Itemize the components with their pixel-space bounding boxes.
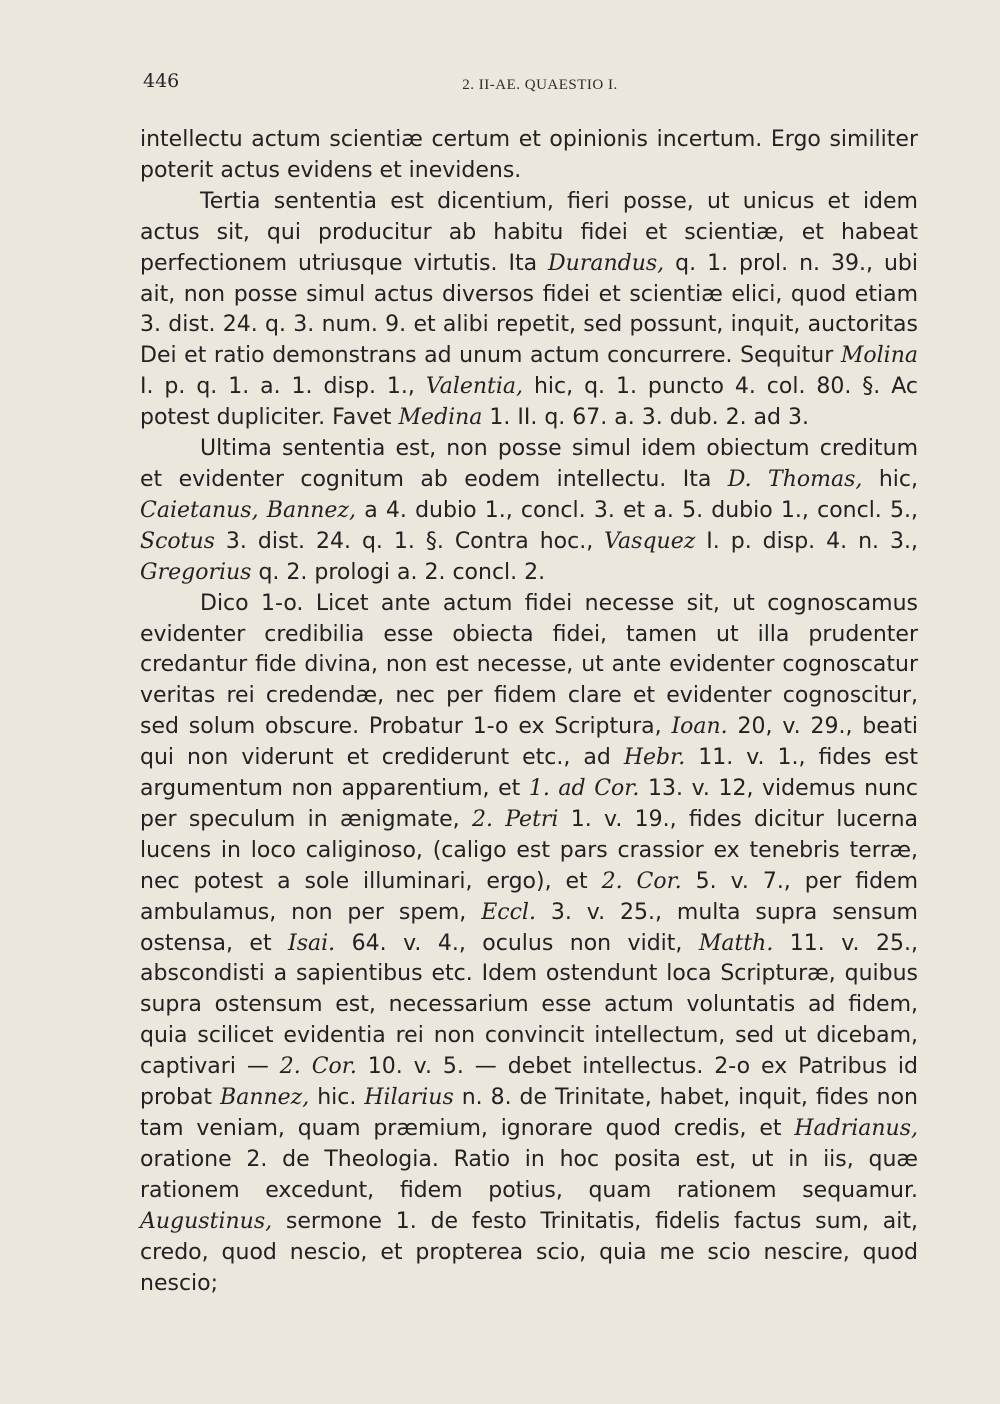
citation-italic: Ioan. — [671, 714, 728, 740]
citation-italic: Durandus, — [548, 250, 665, 276]
citation-italic: Vasquez — [604, 528, 696, 554]
text-run: n. 8. de Trinitate, habet, inquit, fides non tam veniam, quam præmium, ignorare quod credis, et — [140, 1085, 918, 1141]
text-run: 11. v. 25., abscondisti a sapientibus etc. Idem ostendunt loca Scripturæ, quibus supra ostensum est, necessarium esse actum voluntatis ad fidem, quia scilicet evidentia rei non convincit intellectum, sed ut dicebam, captivari — — [140, 930, 918, 1080]
paragraph — [140, 187, 918, 434]
text-run: 13. v. 12, videmus nunc per speculum in ænigmate, — [140, 776, 919, 832]
text-run: a 4. dubio 1., concl. 3. et a. 5. dubio 1., concl. 5., — [356, 497, 918, 523]
text-run: Dico 1-o. Licet ante actum fidei necesse sit, ut cognoscamus evidenter credibilia esse obiecta fidei, tamen ut illa prudenter credantur fide divina, non est necesse, ut ante evidenter cognoscatur veritas rei credendæ, nec per fidem clare et evidenter cognoscitur, sed solum obscure. Probatur 1-o ex Scriptura, — [140, 590, 918, 740]
citation-italic: 2. Cor. — [279, 1054, 357, 1080]
citation-italic: Caietanus, Bannez, — [140, 497, 357, 523]
citation-italic: Gregorius — [140, 559, 252, 585]
citation-italic: Hadrianus, — [794, 1116, 918, 1141]
citation-italic: Molina — [840, 343, 918, 369]
text-run: 3. v. 25., multa supra sensum ostensa, et — [140, 899, 918, 956]
citation-italic: Medina — [398, 405, 483, 431]
running-head: 2. II-AE. QUAESTIO I. — [462, 77, 618, 93]
citation-italic: Scotus — [140, 528, 215, 554]
citation-italic: Valentia, — [425, 374, 524, 400]
text-run: hic. — [309, 1085, 365, 1111]
citation-italic: D. Thomas, — [727, 466, 863, 492]
citation-italic: 2. Petri — [471, 806, 559, 832]
text-run: intellectu actum scientiæ certum et opinionis incertum. Ergo similiter poterit actus evidens et inevidens. — [140, 127, 918, 183]
text-run: Tertia sententia est dicentium, fieri posse, ut unicus et idem actus sit, qui producitur ab habitu fidei et scientiæ, et habeat perfectionem utriusque virtutis. Ita — [140, 188, 918, 276]
citation-italic: Bannez, — [220, 1085, 310, 1111]
citation-italic: 2. Cor. — [601, 868, 682, 894]
paragraph — [140, 589, 918, 1300]
text-run: 1. v. 19., fides dicitur lucerna lucens in loco caliginoso, (caligo est pars crassior ex tenebris terræ, nec potest a sole illuminari, ergo), et — [140, 806, 918, 894]
citation-italic: Eccl. — [481, 899, 536, 925]
citation-italic: Matth. — [698, 930, 774, 956]
text-run: 11. v. 1., fides est argumentum non apparentium, et — [140, 745, 918, 802]
text-run: I. p. disp. 4. n. 3., — [695, 528, 918, 554]
page-header — [0, 70, 1000, 100]
text-run: q. 1. prol. n. 39., ubi ait, non posse simul actus diversos fidei et scientiæ elici, quod etiam 3. dist. 24. q. 3. num. 9. et alibi repetit, sed possunt, inquit, auctoritas Dei et ratio demonstrans ad unum actum concurrere. Sequitur — [140, 250, 918, 369]
text-run: oratione 2. de Theologia. Ratio in hoc posita est, ut in iis, quæ rationem excedunt, fidem potius, quam rationem sequamur. — [140, 1146, 918, 1203]
text-run: 64. v. 4., oculus non vidit, — [335, 930, 699, 956]
text-run: q. 2. prologi a. 2. concl. 2. — [251, 559, 546, 585]
text-run: sermone 1. de festo Trinitatis, fidelis factus sum, ait, credo, quod nescio, et propterea scio, quia me scio nescire, quod nescio; — [140, 1208, 918, 1296]
citation-italic: Isai. — [288, 930, 336, 956]
body-text — [140, 125, 918, 1299]
citation-italic: Hilarius — [364, 1085, 454, 1111]
text-run: 20, v. 29., beati qui non viderunt et crediderunt etc., ad — [140, 714, 919, 771]
paragraph — [140, 125, 918, 187]
citation-italic: Augustinus, — [140, 1208, 273, 1234]
text-run: I. p. q. 1. a. 1. disp. 1., — [140, 374, 426, 400]
text-run: hic, — [862, 466, 918, 492]
citation-italic: 1. ad Cor. — [528, 776, 640, 802]
text-run: hic, q. 1. puncto 4. col. 80. §. Ac potest dupliciter. Favet — [140, 374, 918, 431]
text-run: Ultima sententia est, non posse simul idem obiectum creditum et evidenter cognitum ab eodem intellectu. Ita — [140, 436, 918, 492]
text-run: 1. II. q. 67. a. 3. dub. 2. ad 3. — [482, 405, 809, 431]
text-run: 3. dist. 24. q. 1. §. Contra hoc., — [214, 528, 605, 554]
text-run: 10. v. 5. — debet intellectus. 2-o ex Patribus id probat — [140, 1054, 918, 1111]
citation-italic: Hebr. — [623, 745, 686, 771]
text-run: 5. v. 7., per fidem ambulamus, non per spem, — [140, 868, 919, 925]
paragraph — [140, 434, 918, 589]
page-number: 446 — [143, 70, 180, 92]
